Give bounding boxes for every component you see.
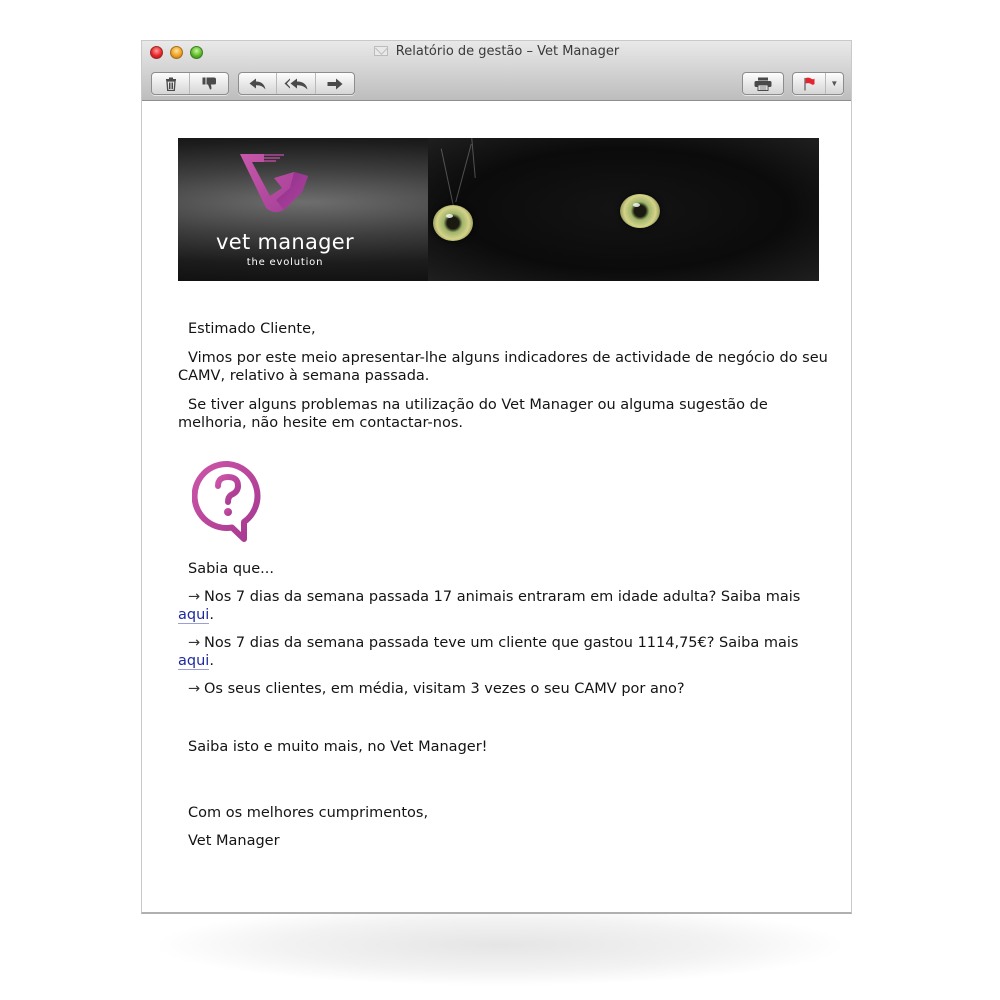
arrow-right-icon: → [188, 681, 201, 697]
signature: Vet Manager [188, 833, 280, 849]
learn-more-link-2[interactable]: aqui [178, 653, 210, 669]
printer-icon [754, 77, 772, 91]
sign-off: Com os melhores cumprimentos, [188, 805, 429, 821]
flag-button[interactable] [793, 73, 826, 94]
learn-more-link-1[interactable]: aqui [178, 607, 210, 623]
panther-eye-left [433, 205, 473, 241]
print-group [742, 72, 784, 95]
brand-name: vet manager [216, 230, 354, 254]
junk-button[interactable] [190, 73, 228, 94]
call-to-action: Saiba isto e muito mais, no Vet Manager! [188, 739, 488, 755]
delete-button[interactable] [152, 73, 190, 94]
question-bubble-icon [192, 460, 264, 544]
print-button[interactable] [743, 73, 783, 94]
fact-item: → Os seus clientes, em média, visitam 3 vezes o seu CAMV por ano? [178, 680, 828, 698]
chevron-down-icon: ▼ [830, 79, 839, 88]
thumbs-down-icon [202, 77, 217, 90]
greeting: Estimado Cliente, [188, 321, 316, 337]
reply-all-icon [284, 78, 308, 90]
reply-icon [249, 78, 266, 90]
envelope-icon [374, 46, 388, 56]
flag-icon [803, 77, 815, 91]
title-bar [142, 41, 851, 101]
forward-icon [327, 78, 343, 90]
flag-menu-button[interactable] [826, 73, 843, 94]
window-title [142, 44, 851, 60]
intro-text [178, 320, 828, 443]
paragraph-2: Se tiver alguns problemas na utilização do Vet Manager ou alguma sugestão de melhoria, não hesite em contactar-nos. [178, 397, 768, 431]
brand-tagline: the evolution [246, 257, 324, 268]
panther-eye-right [620, 194, 660, 228]
delete-junk-group [151, 72, 229, 95]
closing-section [178, 738, 828, 860]
fact-item: → Nos 7 dias da semana passada teve um cliente que gastou 1114,75€? Saiba mais aqui. [178, 635, 799, 669]
flag-group [792, 72, 844, 95]
did-you-know-section [178, 560, 828, 708]
reply-all-button[interactable] [277, 73, 315, 94]
window-title-text: Relatório de gestão – Vet Manager [395, 44, 620, 59]
forward-button[interactable] [316, 73, 354, 94]
window-shadow [160, 905, 840, 985]
vet-manager-logo-icon [234, 152, 314, 214]
did-you-know-title: Sabia que... [188, 561, 274, 577]
arrow-right-icon: → [188, 589, 201, 605]
mail-window [141, 40, 852, 914]
header-banner [178, 138, 819, 281]
reply-button[interactable] [239, 73, 277, 94]
reply-group [238, 72, 355, 95]
paragraph-1: Vimos por este meio apresentar-lhe alguns indicadores de actividade de negócio do seu CAMV, relativo à semana passada. [178, 350, 828, 384]
trash-icon [165, 77, 177, 91]
arrow-right-icon: → [188, 635, 201, 651]
fact-item: → Nos 7 dias da semana passada 17 animais entraram em idade adulta? Saiba mais aqui. [178, 589, 801, 623]
